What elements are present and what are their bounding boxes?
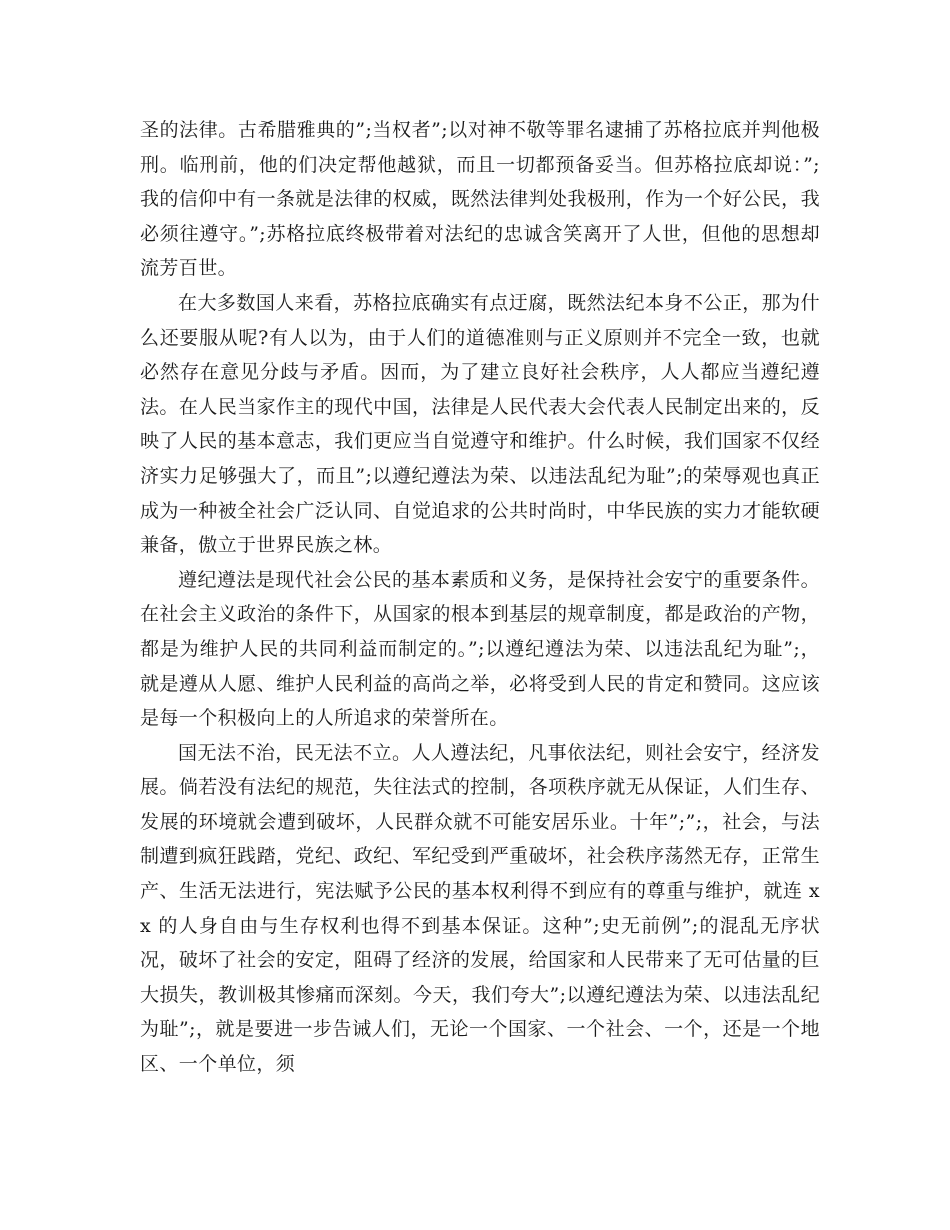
paragraph-1: 圣的法律。古希腊雅典的”;当权者”;以对神不敬等罪名逮捕了苏格拉底并判他极刑。临刑前，他的们决定帮他越狱，而且一切都预备妥当。但苏格拉底却说：”;我的信仰中有一条就是法律的权威，既然法律判处我极刑，作为一个好公民，我必须往遵守。”;苏格拉底终极带着对法纪的忠诚含笑离开了人世，但他的思想却流芳百世。 — [140, 119, 820, 280]
paragraph-4: 国无法不治，民无法不立。人人遵法纪，凡事依法纪，则社会安宁，经济发展。倘若没有法纪的规范，失往法式的控制，各项秩序就无从保证，人们生存、发展的环境就会遭到破坏，人民群众就不可能安居乐业。十年”;”;，社会，与法制遭到疯狂践踏，党纪、政纪、军纪受到严重破坏，社会秩序荡然无存，正常生产、生活无法进行，宪法赋予公民的基本权利得不到应有的尊重与维护，就连 xx 的人身自由与生存权利也得不到基本保证。这种”;史无前例”;的混乱无序状况，破坏了社会的安定，阻碍了经济的发展，给国家和人民带来了无可估量的巨大损失，教训极其惨痛而深刻。今天，我们夸大”;以遵纪遵法为荣、以违法乱纪为耻”;，就是要进一步告诫人们，无论一个国家、一个社会、一个，还是一个地区、一个单位，须 — [140, 741, 820, 1076]
paragraph-3: 遵纪遵法是现代社会公民的基本素质和义务，是保持社会安宁的重要条件。在社会主义政治的条件下，从国家的根本到基层的规章制度，都是政治的产物，都是为维护人民的共同利益而制定的。”;以遵纪遵法为荣、以违法乱纪为耻”;，就是遵从人愿、维护人民利益的高尚之举，必将受到人民的肯定和赞同。这应该是每一个积极向上的人所追求的荣誉所在。 — [140, 568, 820, 730]
document-body — [140, 113, 820, 1082]
paragraph-2: 在大多数国人来看，苏格拉底确实有点迂腐，既然法纪本身不公正，那为什么还要服从呢?有人以为，由于人们的道德准则与正义原则并不完全一致，也就必然存在意见分歧与矛盾。因而，为了建立良好社会秩序，人人都应当遵纪遵法。在人民当家作主的现代中国，法律是人民代表大会代表人民制定出来的，反映了人民的基本意志，我们更应当自觉遵守和维护。什么时候，我们国家不仅经济实力足够强大了，而且”;以遵纪遵法为荣、以违法乱纪为耻”;的荣辱观也真正成为一种被全社会广泛认同、自觉追求的公共时尚时，中华民族的实力才能软硬兼备，傲立于世界民族之林。 — [140, 291, 820, 557]
